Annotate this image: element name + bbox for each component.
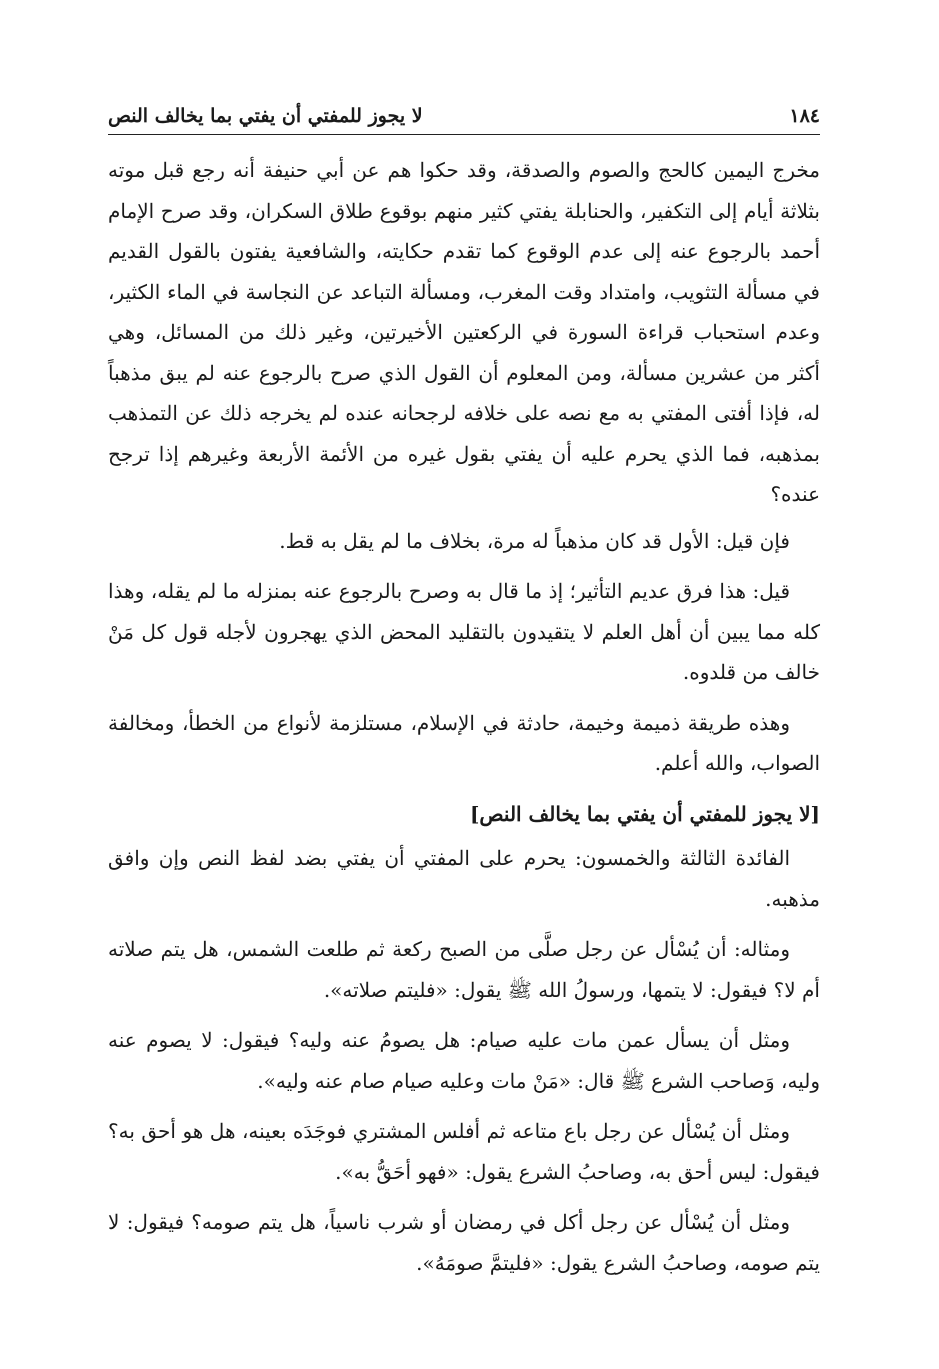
paragraph-example-prayer: ومثاله: أن يُسْأل عن رجل صلَّى من الصبح ركعة ثم طلعت الشمس، هل يتم صلاته أم لا؟ فيقول: لا يتمها، ورسولُ الله ﷺ يقول: «فليتم صلاته». [108,937,820,1002]
paragraph-example-bankruptcy: ومثل أن يُسْأل عن رجل باع متاعه ثم أفلس المشتري فوجَدَه بعينه، هل هو أحق به؟ فيقول: ليس أحق به، وصاحبُ الشرع يقول: «فهو أحَقُّ به». [108,1119,820,1184]
paragraph-reply: قيل: هذا فرق عديم التأثير؛ إذ ما قال به وصرح بالرجوع عنه بمنزله ما لم يقله، وهذا كله مما يبين أن أهل العلم لا يتقيدون بالتقليد المحض الذي يهجرون لأجله قول كل مَنْ خالف من قلدوه. [108,579,820,684]
paragraph-example-fasting-guardian: ومثل أن يسأل عمن مات عليه صيام: هل يصومُ عنه وليه؟ فيقول: لا يصوم عنه وليه، وَصاحب الشرع ﷺ قال: «مَنْ مات وعليه صيام صام عنه وليه». [108,1028,820,1093]
paragraph-conclusion: وهذه طريقة ذميمة وخيمة، حادثة في الإسلام، مستلزمة لأنواع من الخطأ، ومخالفة الصواب، والله أعلم. [108,710,820,775]
paragraph-benefit-53: الفائدة الثالثة والخمسون: يحرم على المفتي أن يفتي بضد لفظ النص وإن وافق مذهبه. [108,846,820,911]
page-number: ١٨٤ [789,104,820,127]
paragraph-objection: فإن قيل: الأول قد كان مذهباً له مرة، بخلاف ما لم يقل به قط. [279,528,790,553]
page-body [108,150,820,1293]
running-title: لا يجوز للمفتي أن يفتي بما يخالف النص [108,104,423,127]
paragraph-example-forgetful-eating: ومثل أن يُسْأل عن رجل أكل في رمضان أو شرب ناسياً، هل يتم صومه؟ فيقول: لا يتم صومه، وصاحبُ الشرع يقول: «فليتمَّ صومَهُ». [108,1210,820,1275]
running-header [108,98,820,135]
paragraph-continued: مخرج اليمين كالحج والصوم والصدقة، وقد حكوا هم عن أبي حنيفة أنه رجع قبل موته بثلاثة أيام إلى التكفير، والحنابلة يفتي كثير منهم بوقوع طلاق السكران، وقد صرح الإمام أحمد بالرجوع عنه إلى عدم الوقوع كما تقدم حكايته، والشافعية يفتون بالقول القديم في مسألة التثويب، وامتداد وقت المغرب، ومسألة التباعد عن النجاسة في الماء الكثير، وعدم استحباب قراءة السورة في الركعتين الأخيرتين، وغير ذلك من المسائل، وهي أكثر من عشرين مسألة، ومن المعلوم أن القول الذي صرح بالرجوع عنه لم يبق مذهباً له، فإذا أفتى المفتي به مع نصه على خلافه لرجحانه عنده لم يخرجه ذلك عن التمذهب بمذهبه، فما الذي يحرم عليه أن يفتي بقول غيره من الأئمة الأربعة وغيرهم إذا ترجح عنده؟ [108,158,820,506]
section-heading: [لا يجوز للمفتي أن يفتي بما يخالف النص] [469,801,820,826]
